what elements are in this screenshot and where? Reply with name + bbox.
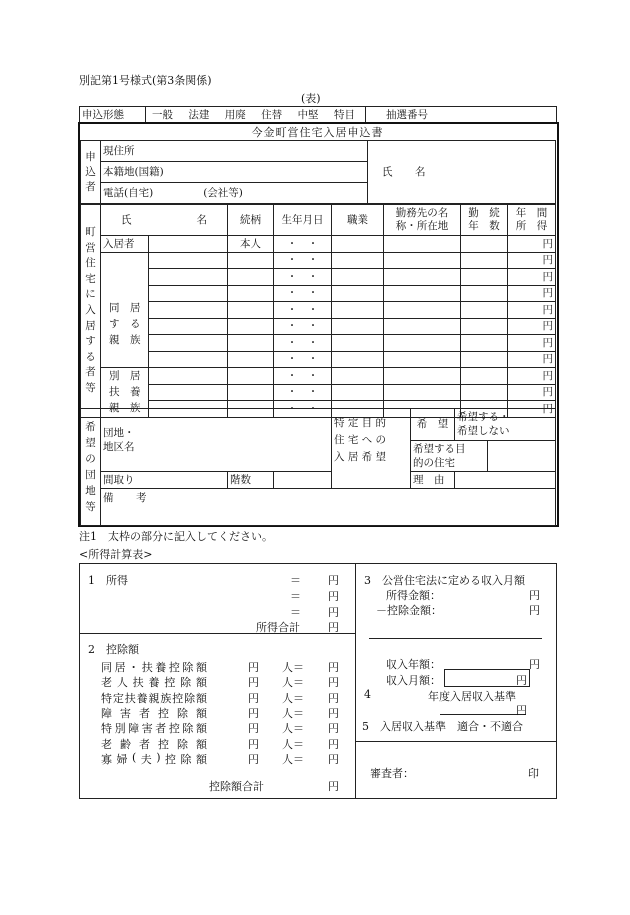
- floors-field[interactable]: [274, 472, 332, 489]
- reviewer-label: 審査者：: [370, 767, 414, 780]
- type-general[interactable]: 一般: [152, 108, 173, 121]
- header-annual-income: 年 間 所 得: [508, 205, 556, 236]
- deduction-persons[interactable]: 人＝: [282, 706, 304, 720]
- table-row[interactable]: ・ ・ 円: [81, 318, 556, 335]
- type-middle[interactable]: 中堅: [297, 108, 319, 121]
- cohabiting-relatives-label: 同 居 す る 親 族: [101, 252, 149, 368]
- form-number: 別記第1号様式(第3条関係): [79, 74, 212, 87]
- deduction-yen[interactable]: 円: [248, 691, 259, 705]
- deduction-amount-field[interactable]: 円: [529, 604, 540, 617]
- header-name: 氏 名: [101, 205, 228, 236]
- deduction-amount[interactable]: 円: [328, 661, 339, 674]
- application-type-label: 申込形態: [80, 107, 146, 124]
- deduction-yen[interactable]: 円: [248, 706, 259, 720]
- monthly-income-label: 収入月額：: [386, 674, 441, 687]
- wish-label: 希 望: [411, 409, 455, 441]
- applicant-name-label: 氏 名: [368, 141, 440, 204]
- table-row[interactable]: ・ ・ 円: [81, 351, 556, 368]
- criteria-amount-field[interactable]: 円: [516, 704, 527, 717]
- application-type-row: [79, 106, 557, 124]
- criteria-divider: [356, 741, 556, 742]
- application-type-options[interactable]: [146, 107, 366, 124]
- deduction-amount[interactable]: 円: [328, 706, 339, 720]
- wish-purpose-label: 希望する目 的の住宅: [411, 440, 488, 472]
- criteria-underline: [440, 714, 526, 715]
- annual-income-field[interactable]: 円: [529, 658, 540, 671]
- table-row[interactable]: [81, 236, 556, 253]
- income-total-label: 所得合計: [256, 621, 300, 634]
- header-birthdate: 生年月日: [274, 205, 332, 236]
- table-row[interactable]: ・ ・ 円: [81, 335, 556, 352]
- monthly-divider: [369, 638, 542, 639]
- table-row[interactable]: ・ ・ 円: [81, 401, 556, 418]
- residents-group-label: 町 営 住 宅 に 入 居 す る 者 等: [81, 205, 101, 418]
- income-field[interactable]: 円: [508, 236, 556, 253]
- deduction-heading: 2 控除額: [88, 643, 139, 656]
- income-heading: 1 所得: [88, 574, 128, 587]
- registered-domicile-field[interactable]: 本籍地(国籍): [101, 162, 368, 183]
- instruction-note: 注1 太枠の部分に記入してください。: [79, 530, 273, 543]
- deduction-amount[interactable]: 円: [328, 752, 339, 766]
- header-occupation: 職業: [332, 205, 384, 236]
- deduction-amount[interactable]: 円: [328, 737, 339, 751]
- header-years-worked: 勤 続 年 数: [461, 205, 508, 236]
- type-relocation[interactable]: 住替: [261, 108, 283, 121]
- deduction-persons[interactable]: 人＝: [282, 722, 304, 736]
- applicant-group-label: 申 込 者: [81, 141, 101, 204]
- wish-purpose-field[interactable]: [488, 440, 556, 472]
- header-relation: 続柄: [228, 205, 274, 236]
- deduction-amount[interactable]: 円: [328, 722, 339, 736]
- deduction-persons[interactable]: 人＝: [282, 737, 304, 751]
- applicant-name-field[interactable]: [440, 141, 556, 204]
- desired-housing-section: [80, 408, 556, 526]
- item-4-number: 4: [364, 688, 371, 701]
- birthdate-field[interactable]: ・ ・: [274, 236, 332, 253]
- table-row[interactable]: ・ ・ 円: [81, 285, 556, 302]
- income-amount-field[interactable]: 円: [529, 589, 540, 602]
- deduction-persons[interactable]: 人＝: [282, 691, 304, 705]
- deduction-persons[interactable]: 人＝: [282, 676, 304, 690]
- income-calc-divider: [355, 563, 356, 798]
- wish-options[interactable]: 希望する・ 希望しない: [455, 409, 556, 441]
- deduction-item-label: 寡 婦 ( 夫 ) 控 除 額: [101, 750, 207, 766]
- resident-label: 入居者: [101, 236, 149, 253]
- remarks-field[interactable]: 備 考: [101, 488, 556, 525]
- separate-relatives-label: 別 居 扶 養 親 族: [101, 368, 149, 418]
- deduction-persons[interactable]: 人＝: [282, 661, 304, 674]
- applicant-section: [80, 140, 556, 204]
- income-section-divider: [79, 633, 356, 634]
- table-row[interactable]: 別 居 扶 養 親 族 ・ ・ 円: [81, 368, 556, 385]
- reason-label: 理 由: [411, 472, 455, 489]
- income-amount-label: 所得金額：: [386, 589, 441, 602]
- monthly-income-heading: 3 公営住宅法に定める収入月額: [364, 574, 525, 587]
- type-abolished[interactable]: 用廃: [224, 108, 246, 121]
- deduction-amount[interactable]: 円: [328, 691, 339, 705]
- yearly-criteria-label: 年度入居収入基準: [428, 690, 516, 703]
- table-row[interactable]: ・ ・ 円: [81, 269, 556, 286]
- residents-table: [80, 204, 556, 418]
- application-form-title: 今金町営住宅入居申込書: [251, 126, 384, 139]
- income-total-field[interactable]: 円: [328, 621, 339, 634]
- floors-label: 階数: [228, 472, 274, 489]
- reason-field[interactable]: [455, 472, 556, 489]
- deduction-total-field[interactable]: 円: [328, 780, 339, 793]
- deduction-total-label: 控除額合計: [209, 780, 264, 793]
- deduction-yen[interactable]: 円: [248, 752, 259, 766]
- current-address-field[interactable]: 現住所: [101, 141, 368, 162]
- complex-name-field[interactable]: 団地・ 地区名: [101, 409, 332, 472]
- header-workplace: 勤務先の名 称・所在地: [384, 205, 461, 236]
- table-row[interactable]: ・ ・ 円: [81, 384, 556, 401]
- deduction-item-label: 障 害 者 控 除 額: [101, 706, 207, 720]
- lottery-number-cell[interactable]: 抽選番号: [366, 107, 557, 124]
- resident-name-field[interactable]: [149, 236, 228, 253]
- income-criteria-result[interactable]: 5 入居収入基準 適合・不適合: [362, 720, 523, 733]
- deduction-yen[interactable]: 円: [248, 737, 259, 751]
- deduction-yen[interactable]: 円: [248, 722, 259, 736]
- self-relation: 本人: [228, 236, 274, 253]
- special-purpose-label: 特 定 目 的 住 宅 へ の 入 居 希 望: [332, 409, 411, 472]
- deduction-item-label: 特 別 障 害 者 控 除 額: [101, 722, 207, 736]
- deduction-yen[interactable]: 円: [248, 661, 259, 674]
- annual-income-label: 収入年額：: [386, 658, 441, 671]
- income-calc-title: <所得計算表>: [79, 548, 153, 561]
- deduction-item-label: 同 居 ・ 扶 養 控 除 額: [101, 661, 207, 674]
- table-row[interactable]: 同 居 す る 親 族 ・ ・ 円: [81, 252, 556, 269]
- seal-mark[interactable]: 印: [528, 767, 539, 780]
- table-row[interactable]: ・ ・ 円: [81, 302, 556, 319]
- desired-group-label: 希 望 の 団 地 等: [81, 409, 101, 526]
- layout-field[interactable]: 間取り: [101, 472, 228, 489]
- deduction-amount-label: －控除金額：: [376, 604, 442, 617]
- type-law-construction[interactable]: 法建: [188, 108, 210, 121]
- deduction-item-label: 老 齢 者 控 除 額: [101, 737, 207, 751]
- deduction-amount[interactable]: 円: [328, 676, 339, 690]
- type-special-purpose[interactable]: 特目: [333, 108, 355, 121]
- deduction-item-label: 特 定 扶 養 親 族 控 除 額: [101, 691, 207, 705]
- front-side-label: (表): [301, 92, 321, 105]
- deduction-item-label: 老 人 扶 養 控 除 額: [101, 676, 207, 690]
- deduction-yen[interactable]: 円: [248, 676, 259, 690]
- phone-field[interactable]: 電話(自宅) (会社等): [101, 183, 368, 204]
- deduction-persons[interactable]: 人＝: [282, 752, 304, 766]
